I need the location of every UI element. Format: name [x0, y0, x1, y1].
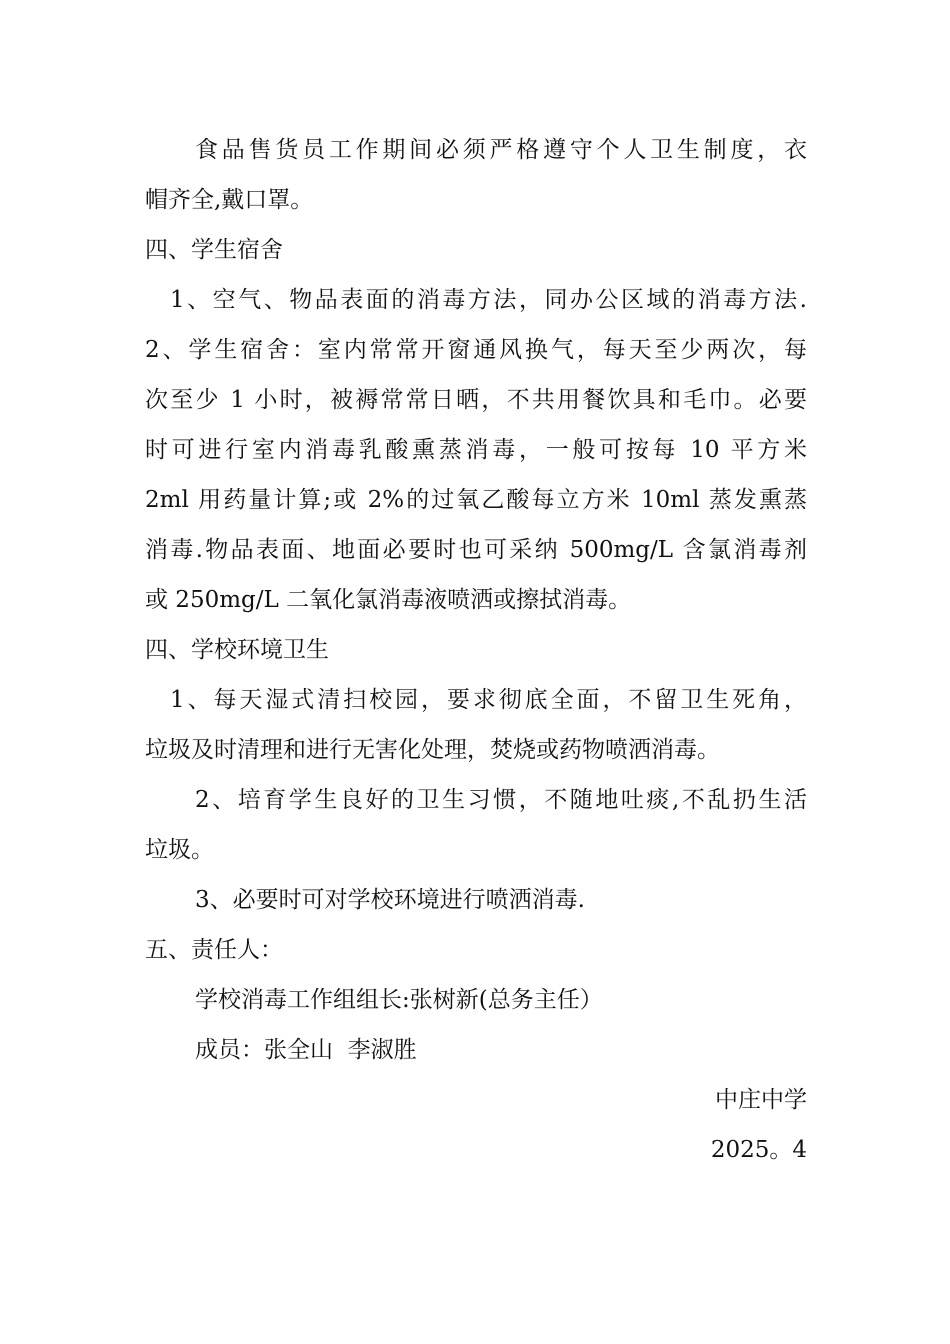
paragraph-line: 食品售货员工作期间必须严格遵守个人卫生制度，衣	[195, 137, 807, 163]
section-heading: 四、学生宿舍	[145, 237, 283, 263]
paragraph-line: 垃圾。	[145, 837, 214, 863]
paragraph-line: 2、培育学生良好的卫生习惯，不随地吐痰,不乱扔生活	[195, 787, 807, 813]
paragraph-line: 2ml 用药量计算;或 2%的过氧乙酸每立方米 10ml 蒸发熏蒸	[145, 487, 807, 513]
paragraph-line: 1、每天湿式清扫校园，要求彻底全面，不留卫生死角，	[170, 687, 807, 713]
paragraph-line: 帽齐全,戴口罩。	[145, 187, 314, 213]
paragraph-line: 2、学生宿舍：室内常常开窗通风换气，每天至少两次，每	[145, 337, 807, 363]
section-heading: 五、责任人：	[145, 937, 283, 963]
section-heading: 四、学校环境卫生	[145, 637, 329, 663]
document-date: 2025。4	[710, 1137, 807, 1163]
paragraph-line: 3、必要时可对学校环境进行喷洒消毒.	[195, 887, 585, 913]
paragraph-line: 垃圾及时清理和进行无害化处理，焚烧或药物喷洒消毒。	[145, 737, 720, 763]
paragraph-line: 次至少 1 小时，被褥常常日晒，不共用餐饮具和毛巾。必要	[145, 387, 807, 413]
school-signature: 中庄中学	[715, 1087, 807, 1113]
paragraph-line: 消毒.物品表面、地面必要时也可采纳 500mg/L 含氯消毒剂	[145, 537, 807, 563]
responsible-person-line: 学校消毒工作组组长:张树新(总务主任）	[195, 987, 603, 1013]
paragraph-line: 1、空气、物品表面的消毒方法，同办公区域的消毒方法.	[170, 287, 807, 313]
paragraph-line: 或 250mg/L 二氧化氯消毒液喷洒或擦拭消毒。	[145, 587, 632, 613]
members-line: 成员：张全山 李淑胜	[195, 1037, 417, 1063]
paragraph-line: 时可进行室内消毒乳酸熏蒸消毒，一般可按每 10 平方米	[145, 437, 807, 463]
